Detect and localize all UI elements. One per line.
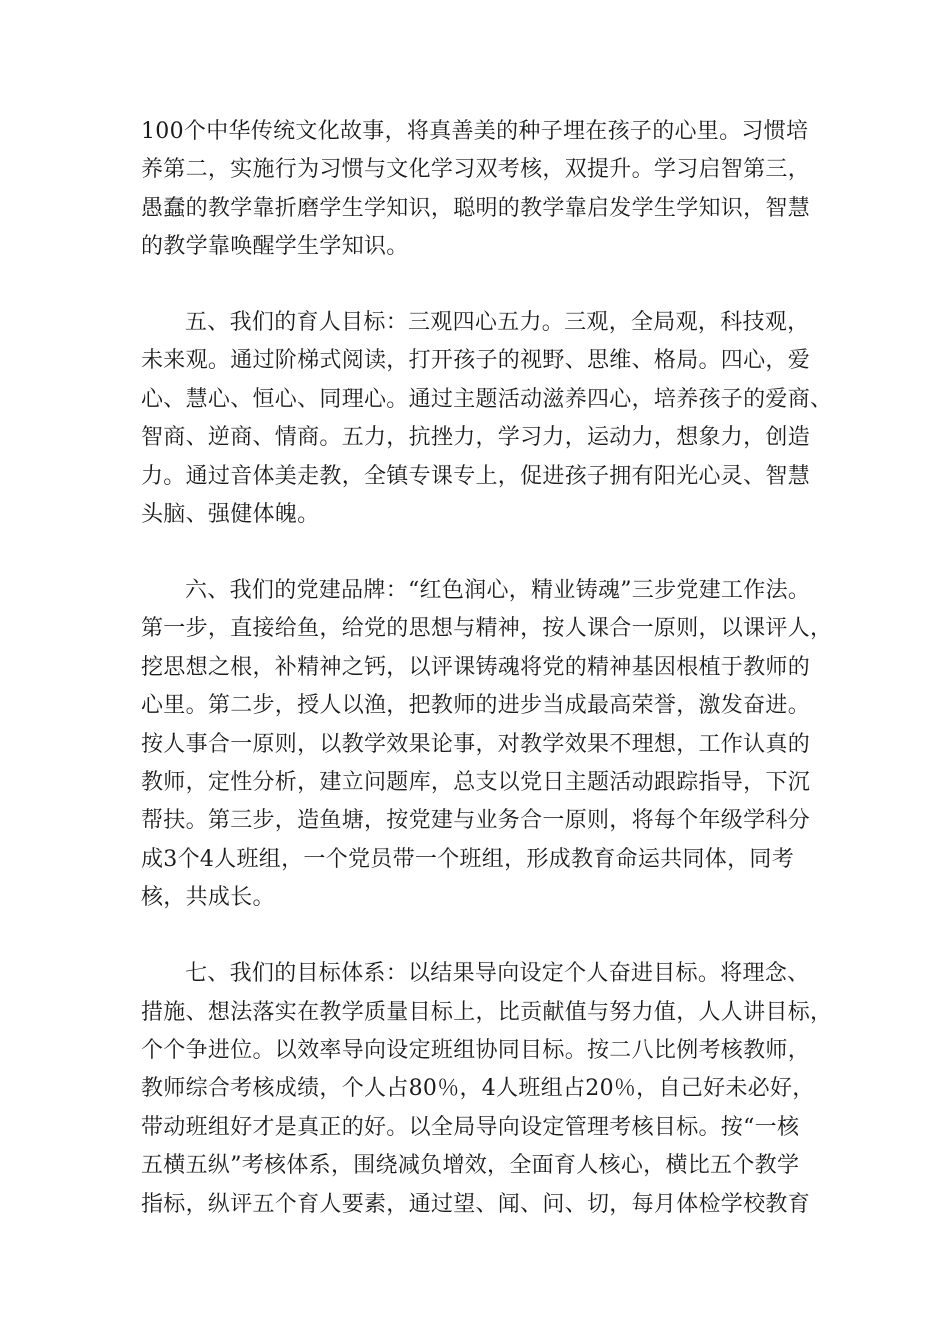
- text-line: 未来观。通过阶梯式阅读，打开孩子的视野、思维、格局。四心，爱: [141, 348, 811, 373]
- section-6-first-line: 六、我们的党建品牌：“红色润心，精业铸魂”三步党建工作法。: [185, 578, 811, 603]
- text-line: 心里。第二步，授人以渔，把教师的进步当成最高荣誉，激发奋进。: [141, 693, 811, 718]
- text-line: 指标，纵评五个育人要素，通过望、闻、问、切，每月体检学校教育: [141, 1192, 811, 1217]
- text-line: 措施、想法落实在教学质量目标上，比贡献值与努力值，人人讲目标，: [141, 1000, 833, 1025]
- text-line: 成3个4人班组，一个党员带一个班组，形成教育命运共同体，同考: [141, 847, 794, 872]
- text-line: 挖思想之根，补精神之钙，以评课铸魂将党的精神基因根植于教师的: [141, 655, 811, 680]
- text-line: 个个争进位。以效率导向设定班组协同目标。按二八比例考核教师，: [141, 1038, 811, 1063]
- text-line: 按人事合一原则，以教学效果论事，对教学效果不理想，工作认真的: [141, 732, 811, 757]
- section-5-first-line: 五、我们的育人目标：三观四心五力。三观，全局观，科技观，: [185, 310, 810, 335]
- text-line: 养第二，实施行为习惯与文化学习双考核，双提升。学习启智第三，: [141, 157, 811, 182]
- text-line: 核，共成长。: [141, 885, 275, 910]
- text-line: 教师综合考核成绩，个人占80％，4人班组占20％，自己好未必好，: [141, 1076, 815, 1101]
- text-line: 的教学靠唤醒学生学知识。: [141, 234, 409, 259]
- text-line: 五横五纵”考核体系，围绕减负增效，全面育人核心，横比五个教学: [141, 1153, 800, 1178]
- text-line: 教师，定性分析，建立问题库，总支以党日主题活动跟踪指导，下沉: [141, 770, 811, 795]
- text-line: 头脑、强健体魄。: [141, 502, 320, 527]
- text-line: 智商、逆商、情商。五力，抗挫力，学习力，运动力，想象力，创造: [141, 425, 811, 450]
- text-line: 100个中华传统文化故事，将真善美的种子埋在孩子的心里。习惯培: [141, 119, 809, 144]
- text-line: 力。通过音体美走教，全镇专课专上，促进孩子拥有阳光心灵、智慧: [141, 464, 811, 489]
- text-line: 带动班组好才是真正的好。以全局导向设定管理考核目标。按“一核: [141, 1115, 800, 1140]
- section-7-first-line: 七、我们的目标体系：以结果导向设定个人奋进目标。将理念、: [185, 961, 810, 986]
- text-line: 心、慧心、恒心、同理心。通过主题活动滋养四心，培养孩子的爱商、: [141, 387, 833, 412]
- text-line: 帮扶。第三步，造鱼塘，按党建与业务合一原则，将每个年级学科分: [141, 808, 811, 833]
- text-line: 第一步，直接给鱼，给党的思想与精神，按人课合一原则，以课评人，: [141, 616, 833, 641]
- text-line: 愚蠢的教学靠折磨学生学知识，聪明的教学靠启发学生学知识，智慧: [141, 196, 811, 221]
